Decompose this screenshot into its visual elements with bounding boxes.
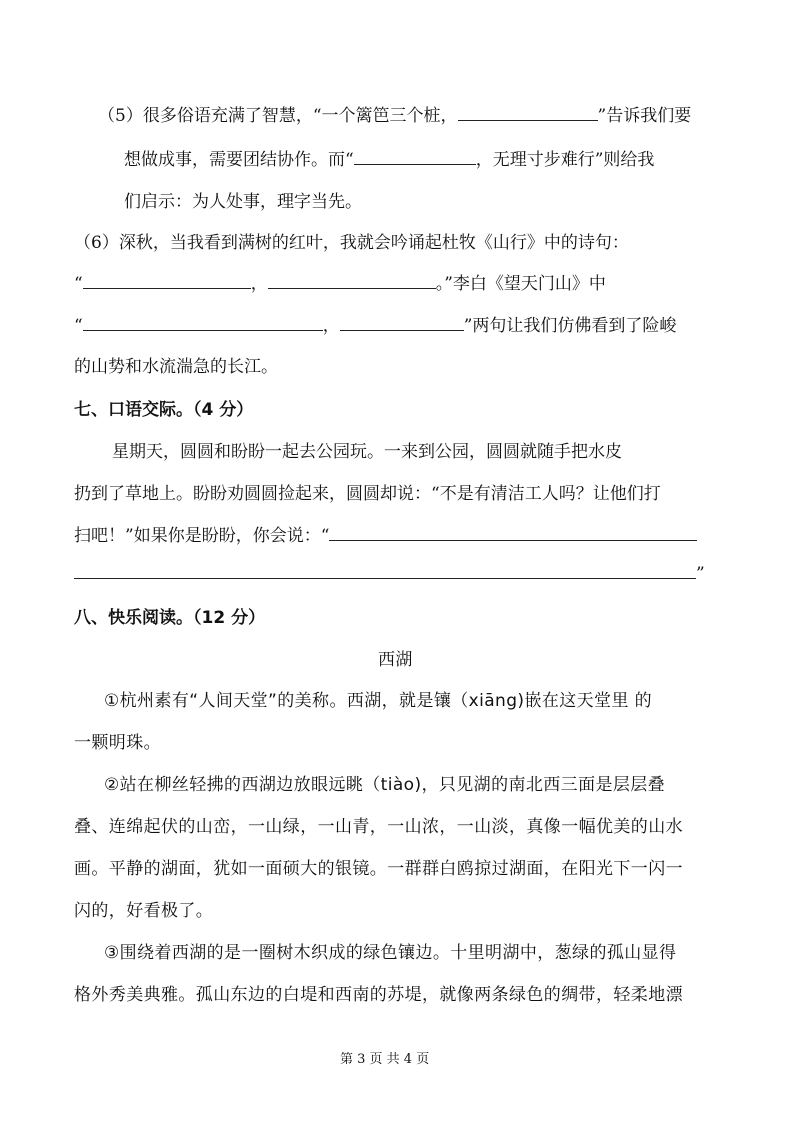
q6-quote-open-2: “ (74, 316, 83, 336)
q5-text-a: （5）很多俗语充满了智慧，“一个篱笆三个桩， (98, 106, 458, 126)
section-7-heading: 七、口语交际。（4 分） (74, 400, 254, 420)
q5-text-d: ，无理寸步难行”则给我 (475, 150, 655, 170)
section-7-answer-blank-2[interactable] (74, 562, 696, 579)
page-footer: 第 3 页 共 4 页 (340, 1052, 430, 1067)
q5-line-1 (98, 104, 691, 128)
q6-comma-2: ， (322, 316, 340, 336)
q5-line-2 (124, 148, 654, 172)
q6-line-3 (74, 314, 676, 338)
story-p3-line-2: 格外秀美典雅。孤山东边的白堤和西南的苏堤，就像两条绿色的绸带，轻柔地漂 (74, 985, 683, 1005)
q5-text-b: ”告诉我们要 (597, 106, 692, 126)
q6-line-4: 的山势和水流湍急的长江。 (74, 357, 278, 377)
q6-line-2 (74, 272, 606, 296)
story-title: 西湖 (378, 650, 413, 670)
q6-blank-2[interactable] (268, 272, 436, 289)
q6-blank-3[interactable] (83, 314, 323, 331)
section-7-line-4 (74, 562, 705, 586)
q5-text-c: 想做成事，需要团结协作。而“ (124, 150, 354, 170)
q5-blank-1[interactable] (458, 104, 598, 121)
story-p3-line-1: ③围绕着西湖的是一圈树木织成的绿色镶边。十里明湖中，葱绿的孤山显得 (104, 943, 677, 963)
q6-blank-1[interactable] (83, 272, 251, 289)
section-8-heading: 八、快乐阅读。（12 分） (74, 608, 266, 628)
section-7-prompt: 扫吧！”如果你是盼盼，你会说：“ (74, 526, 330, 546)
story-p2-line-3: 画。平静的湖面，犹如一面硕大的银镜。一群群白鸥掠过湖面，在阳光下一闪一 (74, 859, 683, 879)
story-p2-line-4: 闪的，好看极了。 (74, 901, 214, 921)
section-7-line-2: 扔到了草地上。盼盼劝圆圆捡起来，圆圆却说：“不是有清洁工人吗？让他们打 (74, 484, 661, 504)
q6-text-end-1: 。”李白《望天门山》中 (435, 274, 606, 294)
q6-blank-4[interactable] (340, 314, 464, 331)
section-7-quote-close: ” (696, 564, 705, 584)
story-p1-line-2: 一颗明珠。 (74, 733, 161, 753)
q6-quote-open: “ (74, 274, 83, 294)
story-p1-line-1: ①杭州素有“人间天堂”的美称。西湖，就是镶（xiāng)嵌在这天堂里 的 (104, 691, 653, 711)
story-p2-line-1: ②站在柳丝轻拂的西湖边放眼远眺（tiào)，只见湖的南北西三面是层层叠 (104, 775, 666, 795)
q5-line-3: 们启示：为人处事，理字当先。 (124, 192, 362, 212)
q5-blank-2[interactable] (354, 148, 476, 165)
q6-line-1: （6）深秋，当我看到满树的红叶，我就会吟诵起杜牧《山行》中的诗句： (74, 233, 629, 253)
section-7-answer-blank-1[interactable] (329, 524, 697, 541)
q6-comma-1: ， (250, 274, 268, 294)
story-p2-line-2: 叠、连绵起伏的山峦，一山绿，一山青，一山浓，一山淡，真像一幅优美的山水 (74, 817, 683, 837)
q6-text-end-2: ”两句让我们仿佛看到了险峻 (463, 316, 677, 336)
section-7-line-1: 星期天，圆圆和盼盼一起去公园玩。一来到公园，圆圆就随手把水皮 (112, 442, 622, 462)
section-7-line-3 (74, 524, 697, 548)
